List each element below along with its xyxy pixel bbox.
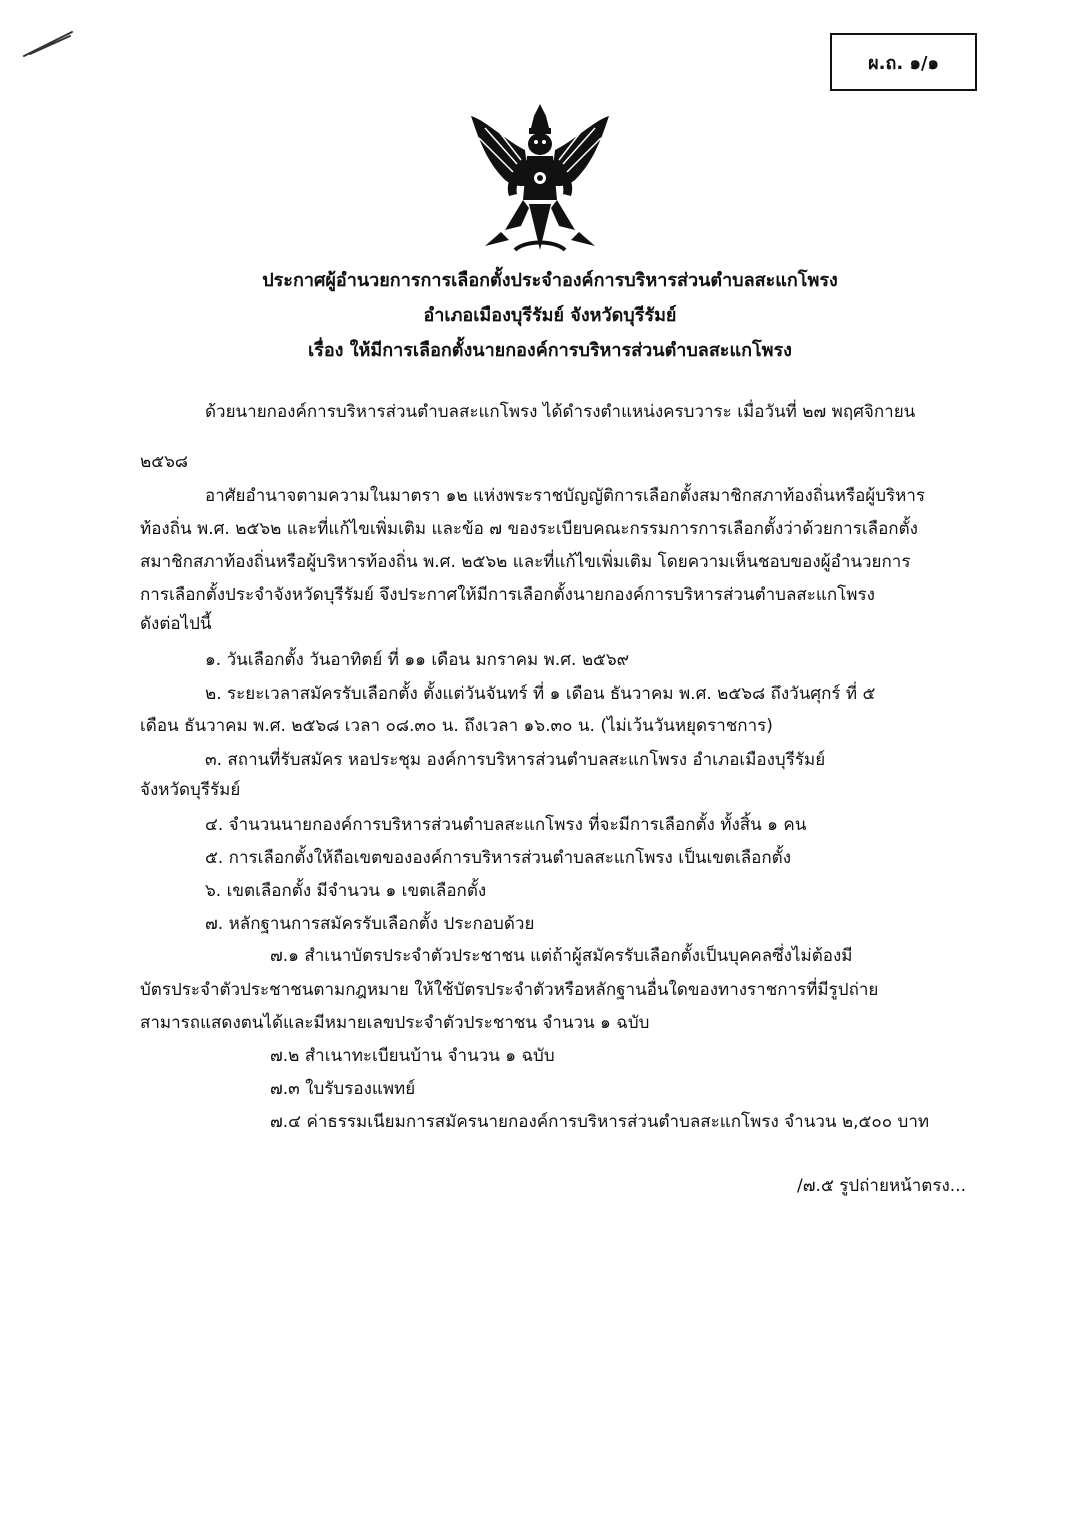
announcement-location: อำเภอเมืองบุรีรัมย์ จังหวัดบุรีรัมย์: [423, 305, 677, 326]
continuation-note: /๗.๕ รูปถ่ายหน้าตรง...: [797, 1176, 966, 1196]
sub-item: สามารถแสดงตนได้และมีหมายเลขประจำตัวประชาชน จำนวน ๑ ฉบับ: [140, 1013, 650, 1033]
intro-line: ๒๕๖๘: [140, 452, 188, 472]
form-code-box: ผ.ถ. ๑/๑: [830, 33, 977, 91]
sub-item: ๗.๒ สำเนาทะเบียนบ้าน จำนวน ๑ ฉบับ: [270, 1046, 555, 1066]
list-item: ๕. การเลือกตั้งให้ถือเขตขององค์การบริหารส่วนตำบลสะแกโพรง เป็นเขตเลือกตั้ง: [205, 848, 792, 868]
authority-line: ดังต่อไปนี้: [140, 614, 212, 634]
list-item: ๖. เขตเลือกตั้ง มีจำนวน ๑ เขตเลือกตั้ง: [205, 881, 487, 901]
announcement-title: ประกาศผู้อำนวยการการเลือกตั้งประจำองค์การบริหารส่วนตำบลสะแกโพรง: [262, 270, 838, 291]
authority-line: การเลือกตั้งประจำจังหวัดบุรีรัมย์ จึงประกาศให้มีการเลือกตั้งนายกองค์การบริหารส่วนตำบลสะแกโพรง: [140, 585, 875, 605]
list-item: ๒. ระยะเวลาสมัครรับเลือกตั้ง ตั้งแต่วันจันทร์ ที่ ๑ เดือน ธันวาคม พ.ศ. ๒๕๖๘ ถึงวันศุกร์ ที่ ๕: [205, 684, 876, 704]
list-item: ๓. สถานที่รับสมัคร หอประชุม องค์การบริหารส่วนตำบลสะแกโพรง อำเภอเมืองบุรีรัมย์: [205, 750, 826, 770]
sub-item: ๗.๓ ใบรับรองแพทย์: [270, 1079, 416, 1099]
sub-item: ๗.๔ ค่าธรรมเนียมการสมัครนายกองค์การบริหารส่วนตำบลสะแกโพรง จำนวน ๒,๕๐๐ บาท: [270, 1112, 930, 1132]
sub-item: บัตรประจำตัวประชาชนตามกฎหมาย ให้ใช้บัตรประจำตัวหรือหลักฐานอื่นใดของทางราชการที่มีรูปถ่าย: [140, 980, 879, 1000]
list-item: ๔. จำนวนนายกองค์การบริหารส่วนตำบลสะแกโพรง ที่จะมีการเลือกตั้ง ทั้งสิ้น ๑ คน: [205, 815, 807, 835]
sub-item: ๗.๑ สำเนาบัตรประจำตัวประชาชน แต่ถ้าผู้สมัครรับเลือกตั้งเป็นบุคคลซึ่งไม่ต้องมี: [270, 946, 853, 966]
list-item: ๗. หลักฐานการสมัครรับเลือกตั้ง ประกอบด้วย: [205, 914, 535, 934]
pen-mark-icon: [20, 24, 80, 64]
intro-line: ด้วยนายกองค์การบริหารส่วนตำบลสะแกโพรง ได้ดำรงตำแหน่งครบวาระ เมื่อวันที่ ๒๗ พฤศจิกายน: [205, 402, 916, 422]
garuda-emblem-icon: [465, 100, 615, 260]
authority-line: ท้องถิ่น พ.ศ. ๒๕๖๒ และที่แก้ไขเพิ่มเติม และข้อ ๗ ของระเบียบคณะกรรมการการเลือกตั้งว่าด้วยการเลือกตั้ง: [140, 519, 918, 539]
list-item: จังหวัดบุรีรัมย์: [140, 780, 241, 800]
authority-line: สมาชิกสภาท้องถิ่นหรือผู้บริหารท้องถิ่น พ.ศ. ๒๕๖๒ และที่แก้ไขเพิ่มเติม โดยความเห็นชอบของผู้อำนวยการ: [140, 552, 911, 572]
list-item: เดือน ธันวาคม พ.ศ. ๒๕๖๘ เวลา ๐๘.๓๐ น. ถึงเวลา ๑๖.๓๐ น. (ไม่เว้นวันหยุดราชการ): [140, 716, 773, 736]
announcement-subject: เรื่อง ให้มีการเลือกตั้งนายกองค์การบริหารส่วนตำบลสะแกโพรง: [308, 340, 792, 361]
list-item: ๑. วันเลือกตั้ง วันอาทิตย์ ที่ ๑๑ เดือน มกราคม พ.ศ. ๒๕๖๙: [205, 650, 630, 670]
authority-line: อาศัยอำนาจตามความในมาตรา ๑๒ แห่งพระราชบัญญัติการเลือกตั้งสมาชิกสภาท้องถิ่นหรือผู้บริหาร: [205, 486, 926, 506]
